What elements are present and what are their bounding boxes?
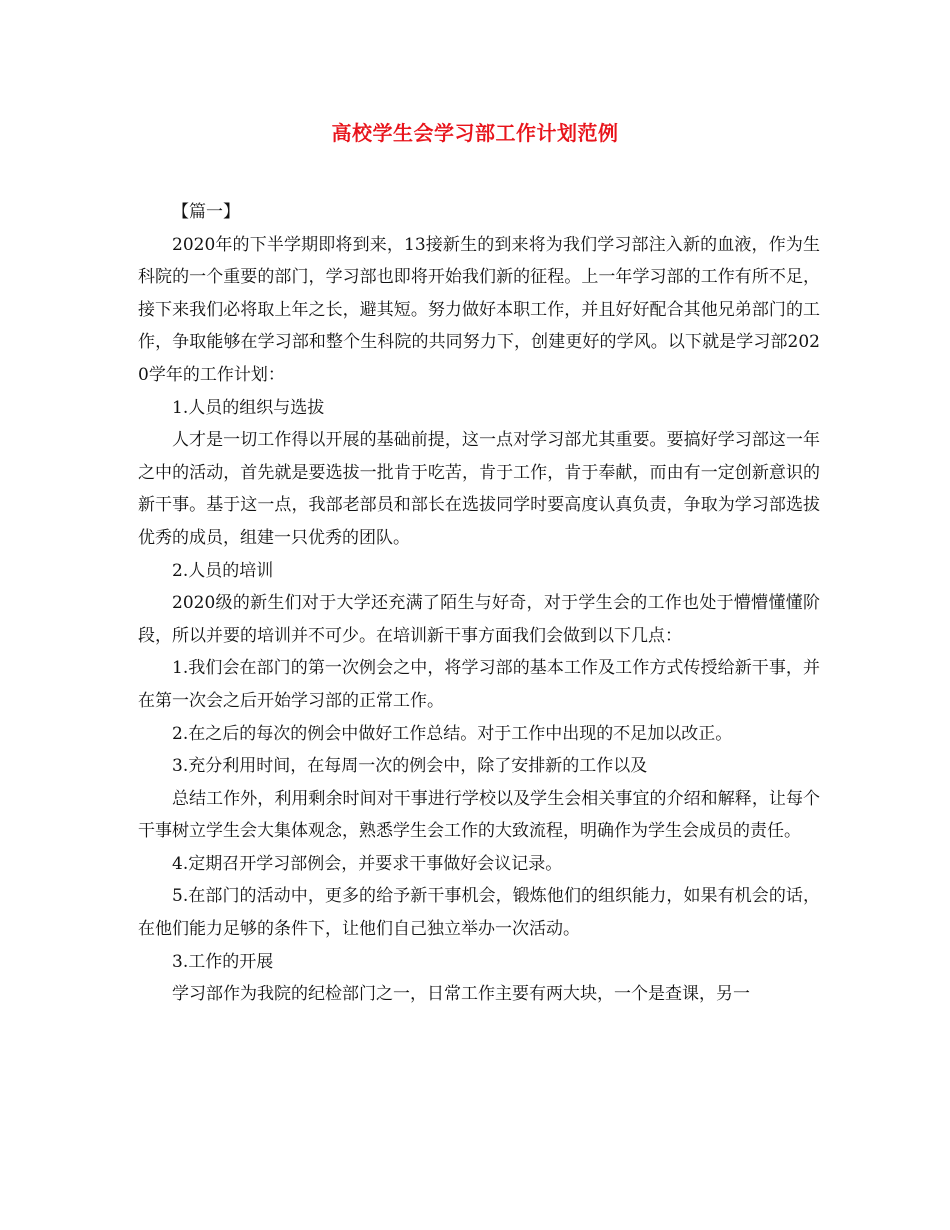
list-item-training-3: 3.充分利用时间，在每周一次的例会中，除了安排新的工作以及: [172, 756, 648, 777]
paragraph-personnel-selection: 人才是一切工作得以开展的基础前提，这一点对学习部尤其重要。要搞好学习部这一年之中的活动，首先就是要选拔一批肯于吃苦，肯于工作，肯于奉献，而由有一定创新意识的新干事。基于这一点，我部老部员和部长在选拔同学时要高度认真负责，争取为学习部选拔优秀的成员，组建一只优秀的团队。: [138, 430, 820, 548]
document-body: [138, 196, 820, 1011]
paragraph-work-development: 学习部作为我院的纪检部门之一，日常工作主要有两大块，一个是查课，另一: [172, 984, 750, 1005]
paragraph-intro: 2020年的下半学期即将到来，13接新生的到来将为我们学习部注入新的血液，作为生科院的一个重要的部门，学习部也即将开始我们新的征程。上一年学习部的工作有所不足，接下来我们必将取上年之长，避其短。努力做好本职工作，并且好好配合其他兄弟部门的工作，争取能够在学习部和整个生科院的共同努力下，创建更好的学风。以下就是学习部2020学年的工作计划：: [138, 234, 820, 385]
list-item-training-2: 2.在之后的每次的例会中做好工作总结。对于工作中出现的不足加以改正。: [172, 723, 733, 744]
list-item-training-1: 1.我们会在部门的第一次例会之中，将学习部的基本工作及工作方式传授给新干事，并在第一次会之后开始学习部的正常工作。: [138, 658, 820, 711]
list-item-training-5: 5.在部门的活动中，更多的给予新干事机会，锻炼他们的组织能力，如果有机会的话，在他们能力足够的条件下，让他们自己独立举办一次活动。: [138, 886, 820, 940]
list-item-training-3-continued: 总结工作外，利用剩余时间对干事进行学校以及学生会相关事宜的介绍和解释，让每个干事树立学生会大集体观念，熟悉学生会工作的大致流程，明确作为学生会成员的责任。: [138, 788, 820, 842]
heading-personnel-selection: 1.人员的组织与选拔: [172, 397, 325, 418]
paragraph-personnel-training: 2020级的新生们对于大学还充满了陌生与好奇，对于学生会的工作也处于懵懵懂懂阶段，所以并要的培训并不可少。在培训新干事方面我们会做到以下几点：: [138, 593, 820, 646]
heading-work-development: 3.工作的开展: [172, 951, 274, 972]
heading-personnel-training: 2.人员的培训: [172, 560, 274, 581]
document-title: 高校学生会学习部工作计划范例: [331, 121, 619, 145]
list-item-training-4: 4.定期召开学习部例会，并要求干事做好会议记录。: [172, 853, 563, 874]
paragraph-section-label: 【篇一】: [172, 202, 240, 222]
